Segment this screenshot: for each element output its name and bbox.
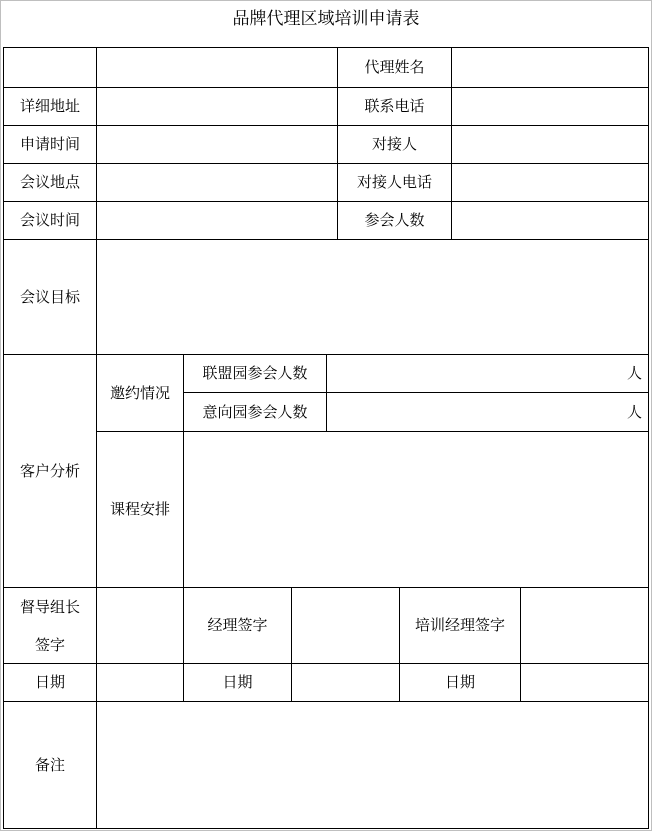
alliance-attendees-field[interactable] [327,355,648,392]
contact-person-phone-label: 对接人电话 [356,173,432,192]
manager-date-label: 日期 [222,673,253,692]
course-plan-field[interactable] [184,432,648,587]
meeting-goal-label: 会议目标 [19,287,80,306]
supervisor-sign-label [4,588,96,663]
manager-date-field[interactable] [292,664,399,701]
supervisor-date-field[interactable] [97,664,183,701]
agent-name-field[interactable] [452,48,648,87]
customer-analysis-label: 客户分析 [19,461,80,480]
intent-attendees-unit: 人 [626,402,642,421]
contact-phone-field[interactable] [452,88,648,125]
address-field[interactable] [97,88,337,125]
meeting-goal-field[interactable] [97,240,648,354]
intent-attendees-label: 意向园参会人数 [202,402,308,421]
alliance-attendees-unit: 人 [626,364,642,383]
attendees-field[interactable] [452,202,648,239]
training-manager-date-field[interactable] [521,664,648,701]
supervisor-date-label: 日期 [34,673,65,692]
course-plan-label: 课程安排 [109,500,170,519]
supervisor-sign-line2: 签字 [34,635,65,654]
training-manager-sign-label: 培训经理签字 [414,616,505,635]
agent-name-label: 代理姓名 [364,58,425,77]
form-title: 品牌代理区域培训申请表 [232,9,420,29]
attendees-label: 参会人数 [364,211,425,230]
contact-person-phone-field[interactable] [452,164,648,201]
meeting-time-label: 会议时间 [19,211,80,230]
address-label: 详细地址 [19,97,80,116]
apply-time-label: 申请时间 [19,135,80,154]
contact-phone-label: 联系电话 [364,97,425,116]
meeting-place-label: 会议地点 [19,173,80,192]
remarks-field[interactable] [97,702,648,828]
manager-sign-field[interactable] [292,588,399,663]
training-manager-sign-field[interactable] [521,588,648,663]
supervisor-sign-field[interactable] [97,588,183,663]
contact-person-label: 对接人 [371,135,417,154]
blank-field-top[interactable] [97,48,337,87]
apply-time-field[interactable] [97,126,337,163]
meeting-place-field[interactable] [97,164,337,201]
manager-sign-label: 经理签字 [207,616,268,635]
remarks-label: 备注 [34,755,65,774]
training-manager-date-label: 日期 [444,673,475,692]
intent-attendees-field[interactable] [327,393,648,431]
invitation-label: 邀约情况 [109,383,170,402]
alliance-attendees-label: 联盟园参会人数 [202,364,308,383]
meeting-time-field[interactable] [97,202,337,239]
contact-person-field[interactable] [452,126,648,163]
supervisor-sign-line1: 督导组长 [19,597,80,616]
